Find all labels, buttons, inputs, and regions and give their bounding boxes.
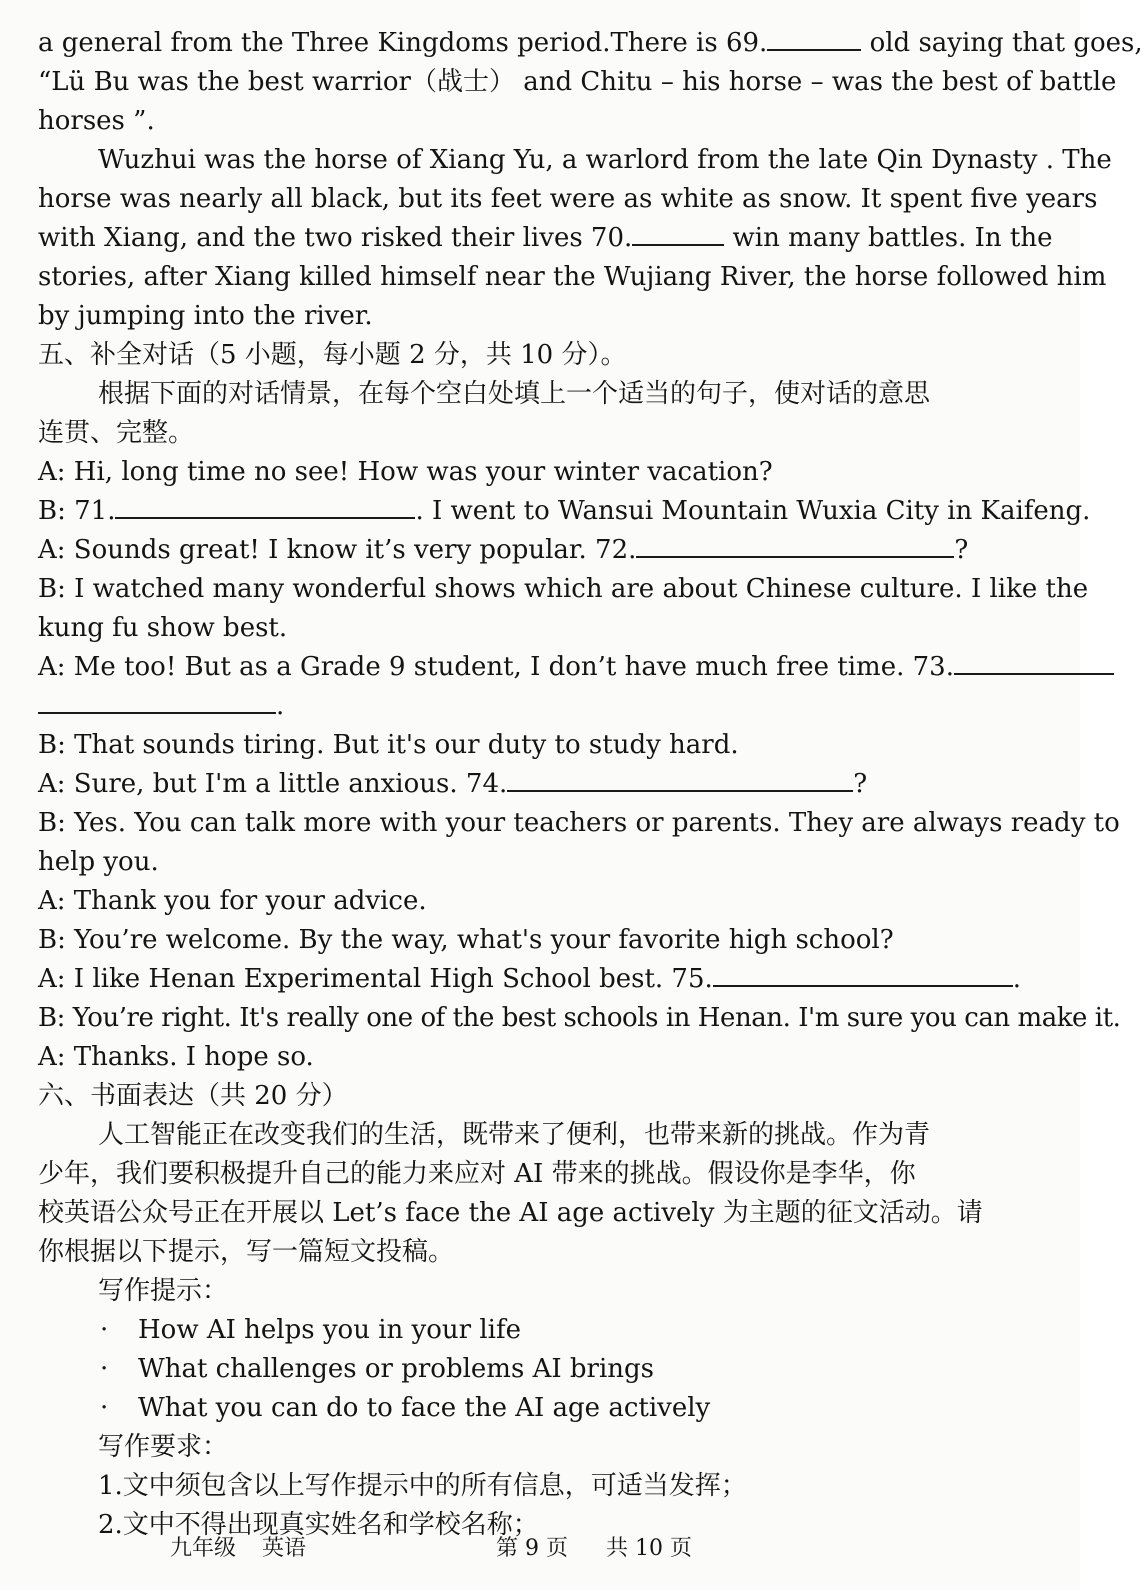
passage-line: “Lü Bu was the best warrior（战士） and Chitu – his horse – was the best of battle bbox=[38, 67, 1117, 97]
section6-prompt: 校英语公众号正在开展以 Let’s face the AI age actively 为主题的征文活动。请 bbox=[38, 1198, 983, 1228]
writing-tip-item bbox=[100, 1311, 1040, 1350]
blank-71[interactable] bbox=[115, 493, 415, 519]
writing-tip-item bbox=[100, 1389, 1040, 1428]
blank-70[interactable] bbox=[632, 220, 724, 246]
passage-line bbox=[38, 24, 1143, 63]
section6-prompt: 人工智能正在改变我们的生活，既带来了便利，也带来新的挑战。作为青 bbox=[98, 1120, 931, 1150]
blank-72[interactable] bbox=[636, 532, 954, 558]
writing-requirement: 1.文中须包含以上写作提示中的所有信息，可适当发挥； bbox=[98, 1471, 747, 1501]
blank-73-continued[interactable] bbox=[38, 688, 276, 714]
writing-tip-text: How AI helps you in your life bbox=[138, 1315, 521, 1345]
dialogue-line: B: You’re welcome. By the way, what's your favorite high school? bbox=[38, 925, 894, 955]
dialogue-line: A: Thanks. I hope so. bbox=[38, 1042, 314, 1072]
writing-tip-text: What challenges or problems AI brings bbox=[138, 1354, 655, 1384]
dialogue-line bbox=[38, 960, 1040, 999]
passage-text: a general from the Three Kingdoms period.There is 69. bbox=[38, 28, 768, 58]
blank-75[interactable] bbox=[713, 961, 1013, 987]
dialogue-line bbox=[38, 648, 1040, 687]
passage-line: stories, after Xiang killed himself near the Wujiang River, the horse followed him bbox=[38, 262, 1107, 292]
dialogue-line bbox=[38, 687, 1040, 726]
dialogue-line bbox=[38, 765, 1040, 804]
dialogue-line bbox=[38, 492, 1091, 531]
dialogue-line: B: You’re right. It's really one of the best schools in Henan. I'm sure you can make it. bbox=[38, 1003, 1121, 1033]
passage-line: Wuzhui was the horse of Xiang Yu, a warlord from the late Qin Dynasty . The bbox=[98, 145, 1112, 175]
dialogue-text: ? bbox=[954, 535, 969, 565]
blank-74[interactable] bbox=[507, 766, 853, 792]
writing-tip-item bbox=[100, 1350, 1040, 1389]
dialogue-line: help you. bbox=[38, 847, 159, 877]
dialogue-line: B: That sounds tiring. But it's our duty to study hard. bbox=[38, 730, 739, 760]
dialogue-line bbox=[38, 531, 1040, 570]
writing-requirements-title: 写作要求： bbox=[98, 1432, 229, 1462]
dialogue-line: A: Hi, long time no see! How was your winter vacation? bbox=[38, 457, 773, 487]
dialogue-line: B: Yes. You can talk more with your teachers or parents. They are always ready to bbox=[38, 808, 1120, 838]
passage-text: old saying that goes, bbox=[861, 28, 1143, 58]
dialogue-line: A: Thank you for your advice. bbox=[38, 886, 427, 916]
bullet-icon: · bbox=[100, 1315, 109, 1345]
blank-69[interactable] bbox=[767, 25, 861, 51]
dialogue-text: ? bbox=[853, 769, 868, 799]
writing-tip-text: What you can do to face the AI age actively bbox=[138, 1393, 711, 1423]
dialogue-text: . bbox=[276, 691, 285, 721]
bullet-icon: · bbox=[100, 1393, 109, 1423]
writing-tips-title: 写作提示： bbox=[98, 1276, 229, 1306]
section6-prompt: 少年，我们要积极提升自己的能力来应对 AI 带来的挑战。假设你是李华，你 bbox=[38, 1159, 916, 1189]
passage-line: horse was nearly all black, but its feet were as white as snow. It spent five years bbox=[38, 184, 1098, 214]
footer-page-number: 第 9 页 bbox=[496, 1536, 568, 1561]
dialogue-text: A: Sure, but I'm a little anxious. 74. bbox=[38, 769, 508, 799]
footer-subject: 英语 bbox=[262, 1536, 307, 1561]
section5-instruction: 连贯、完整。 bbox=[38, 418, 195, 448]
section5-instruction: 根据下面的对话情景，在每个空白处填上一个适当的句子，使对话的意思 bbox=[98, 379, 931, 409]
section6-heading: 六、书面表达（共 20 分） bbox=[38, 1081, 348, 1111]
dialogue-line: B: I watched many wonderful shows which are about Chinese culture. I like the bbox=[38, 574, 1089, 604]
dialogue-text: A: Me too! But as a Grade 9 student, I don’t have much free time. 73. bbox=[38, 652, 954, 682]
footer-grade: 九年级 bbox=[170, 1536, 237, 1561]
writing-requirement: 2.文中不得出现真实姓名和学校名称； bbox=[98, 1510, 539, 1540]
bullet-icon: · bbox=[100, 1354, 109, 1384]
footer-total-pages: 共 10 页 bbox=[606, 1536, 692, 1561]
dialogue-text: A: Sounds great! I know it’s very popular. 72. bbox=[38, 535, 637, 565]
passage-line: horses ”. bbox=[38, 106, 155, 136]
dialogue-text: B: 71. bbox=[38, 496, 116, 526]
passage-line: by jumping into the river. bbox=[38, 301, 373, 331]
section6-prompt: 你根据以下提示，写一篇短文投稿。 bbox=[38, 1237, 455, 1267]
dialogue-text: . I went to Wansui Mountain Wuxia City in Kaifeng. bbox=[415, 496, 1091, 526]
blank-73[interactable] bbox=[954, 649, 1114, 675]
passage-text: win many battles. In the bbox=[724, 223, 1053, 253]
passage-text: with Xiang, and the two risked their lives 70. bbox=[38, 223, 633, 253]
dialogue-line: kung fu show best. bbox=[38, 613, 288, 643]
passage-line bbox=[38, 219, 1053, 258]
dialogue-text: A: I like Henan Experimental High School best. 75. bbox=[38, 964, 713, 994]
dialogue-text: . bbox=[1012, 964, 1022, 994]
section5-heading: 五、补全对话（5 小题，每小题 2 分，共 10 分）。 bbox=[38, 340, 627, 370]
